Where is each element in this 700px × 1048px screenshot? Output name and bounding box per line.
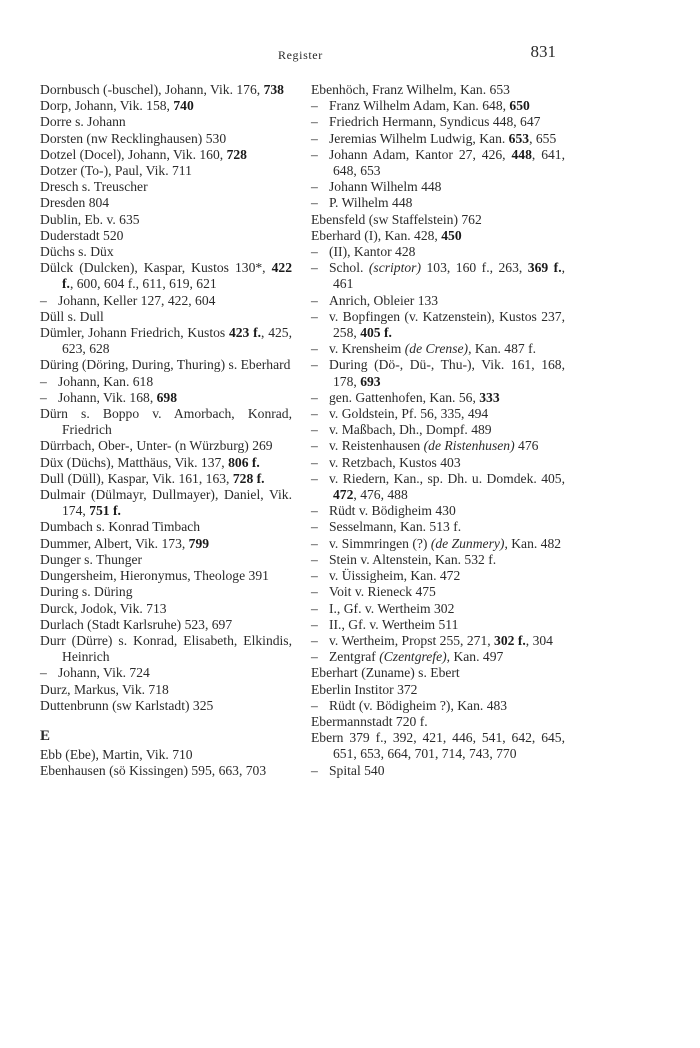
index-entry [40,617,292,633]
index-entry [40,747,292,763]
index-entry [40,519,292,535]
entry-text: Dull (Düll), Kaspar, Vik. 161, 163, [40,470,233,486]
entry-text: Duttenbrunn (sw Karlstadt) 325 [40,697,214,713]
index-entry [40,163,292,179]
entry-text: Durlach (Stadt Karlsruhe) 523, 697 [40,616,233,632]
index-entry [40,147,292,163]
index-entry [40,212,292,228]
main-reference: 806 f. [228,454,260,470]
entry-text: Dresch s. Treuscher [40,179,148,195]
entry-text: Eberlin Institor 372 [311,681,418,697]
running-title: Register [278,48,323,62]
entry-text: Ebenhausen (sö Kissingen) 595, 663, 703 [40,763,267,779]
index-entry [311,82,565,98]
entry-text: Jeremias Wilhelm Ludwig, Kan. [329,130,509,146]
subentry-dash: – [311,244,318,260]
index-entry [40,131,292,147]
entry-text: Dürrbach, Ober-, Unter- (n Würzburg) 269 [40,438,273,454]
index-subentry [311,422,565,438]
subentry-dash: – [311,519,318,535]
entry-text: Dumbach s. Konrad Timbach [40,519,201,535]
index-entry [311,212,565,228]
entry-text: Dümler, Johann Friedrich, Kustos [40,325,229,341]
entry-text: Dorp, Johann, Vik. 158, [40,98,174,114]
subentry-dash: – [40,389,47,405]
latin-form: (de Ristenhusen) [423,438,515,454]
main-reference: 653 [508,130,530,146]
entry-text: Eberhart (Zuname) s. Ebert [311,665,460,681]
subentry-dash: – [311,130,318,146]
subentry-dash: – [311,308,318,324]
entry-text: v. Wertheim, Propst 255, 271, [329,632,495,648]
index-entry [40,244,292,260]
entry-text: Dürn s. Boppo v. Amorbach, Konrad, Friedrich [40,406,292,438]
index-subentry [311,293,565,309]
entry-text: Dunger s. Thunger [40,551,143,567]
subentry-dash: – [311,535,318,551]
main-reference: 738 [263,82,284,97]
subentry-dash: – [311,98,318,114]
index-entry [40,568,292,584]
main-reference: 333 [479,389,500,405]
entry-text: Ebermannstadt 720 f. [311,713,428,729]
main-reference: 422 f. [62,260,292,292]
index-entry [40,584,292,600]
entry-text: Johann, Vik. 168, [58,389,157,405]
index-subentry [311,763,565,779]
entry-text: Stein v. Altenstein, Kan. 532 f. [329,551,497,567]
entry-text: Ebb (Ebe), Martin, Vik. 710 [40,747,193,763]
main-reference: 302 f. [494,632,526,648]
entry-text: v. Bopfingen (v. Katzenstein), Kustos 237, 258, [329,308,565,341]
subentry-dash: – [311,649,318,665]
entry-text: Durr (Dürre) s. Konrad, Elisabeth, Elkindis, Heinrich [40,632,292,665]
entry-text: v. Goldstein, Pf. 56, 335, 494 [329,406,489,422]
entry-text: 103, 160 f., 263, [420,260,528,276]
entry-text: During (Dö-, Dü-, Thu-), Vik. 161, 168, 178, [329,357,565,389]
entry-text: , 655 [529,130,557,146]
entry-text: Dresden 804 [40,195,110,211]
entry-text: Dublin, Eb. v. 635 [40,211,140,227]
entry-text: Dulmair (Dülmayr, Dullmayer), Daniel, Vik. 174, [40,487,292,519]
index-subentry [311,536,565,552]
entry-text: v. Üissigheim, Kan. 472 [329,568,461,584]
entry-text: Ebensfeld (sw Staffelstein) 762 [311,211,482,227]
subentry-dash: – [40,665,47,681]
entry-text: , 476, 488 [353,487,408,503]
subentry-dash: – [40,373,47,389]
entry-text: Ebenhöch, Franz Wilhelm, Kan. 653 [311,82,510,97]
index-entry [40,601,292,617]
entry-text: v. Retzbach, Kustos 403 [329,454,461,470]
main-reference: 698 [156,389,178,405]
latin-form: (Czentgrefe) [379,649,447,665]
index-subentry [311,649,565,665]
index-column-left [40,82,292,780]
index-subentry [311,633,565,649]
entry-text: Johann Wilhelm 448 [329,179,442,195]
index-subentry [311,309,565,341]
main-reference: 448 [511,146,532,162]
index-entry [40,98,292,114]
index-entry [311,730,565,762]
index-entry [40,357,292,373]
index-entry [40,406,292,438]
subentry-dash: – [311,438,318,454]
latin-form: (de Zunmery) [430,535,505,551]
main-reference: 728 [226,146,247,162]
entry-text: Durz, Markus, Vik. 718 [40,681,169,697]
entry-text: Schol. [329,260,369,276]
main-reference: 472 [333,487,354,503]
entry-text: Dungersheim, Hieronymus, Theologe 391 [40,568,269,584]
entry-text: Sesselmann, Kan. 513 f. [329,519,462,535]
entry-text: Spital 540 [329,762,385,778]
index-subentry [311,568,565,584]
entry-text: I., Gf. v. Wertheim 302 [329,600,455,616]
entry-text: Düx (Düchs), Matthäus, Vik. 137, [40,454,229,470]
entry-text: v. Simmringen (?) [329,535,431,551]
subentry-dash: – [311,616,318,632]
main-reference: 369 f. [527,260,562,276]
index-subentry [311,471,565,503]
index-entry [40,698,292,714]
entry-text: Ebern 379 f., 392, 421, 446, 541, 642, 645, 651, 653, 664, 701, 714, 743, 770 [311,730,565,762]
subentry-dash: – [311,422,318,438]
index-column-right [311,82,565,779]
entry-text: , Kan. 482 [504,535,562,551]
subentry-dash: – [311,195,318,211]
subentry-dash: – [311,762,318,778]
entry-text: , Kan. 497 [446,649,504,665]
entry-text: Rüdt v. Bödigheim 430 [329,503,456,519]
entry-text: Rüdt (v. Bödigheim ?), Kan. 483 [329,697,508,713]
index-subentry [311,519,565,535]
subentry-dash: – [40,292,47,308]
index-subentry [311,455,565,471]
index-subentry [311,341,565,357]
index-subentry [311,244,565,260]
entry-text: Zentgraf [329,649,380,665]
index-subentry [311,357,565,389]
subentry-dash: – [311,632,318,648]
index-entry [311,228,565,244]
subentry-dash: – [311,551,318,567]
index-entry [40,487,292,519]
entry-text: , 461 [333,260,566,292]
subentry-dash: – [311,179,318,195]
index-subentry [40,374,292,390]
index-entry [40,552,292,568]
entry-text: , 641, 648, 653 [333,146,565,179]
main-reference: 799 [188,535,210,551]
index-entry [311,665,565,681]
entry-text: v. Maßbach, Dh., Dompf. 489 [329,422,492,438]
main-reference: 450 [441,227,462,243]
entry-text: Düll s. Dull [40,308,104,324]
index-subentry [311,698,565,714]
index-entry [40,471,292,487]
index-subentry [311,147,565,179]
page-header [0,42,700,66]
index-entry [40,438,292,454]
subentry-dash: – [311,470,318,486]
entry-text: Dummer, Albert, Vik. 173, [40,535,189,551]
index-subentry [311,617,565,633]
subentry-dash: – [311,454,318,470]
main-reference: 423 f. [228,325,262,341]
index-subentry [311,552,565,568]
entry-text: Johann, Keller 127, 422, 604 [58,292,216,308]
subentry-dash: – [311,357,318,373]
entry-text: Dülck (Dulcken), Kaspar, Kustos 130*, [40,260,272,276]
entry-text: Duderstadt 520 [40,227,124,243]
entry-text: , 600, 604 f., 611, 619, 621 [69,276,217,292]
entry-text: Düring (Döring, During, Thuring) s. Eberhard [40,357,291,373]
entry-text: Anrich, Obleier 133 [329,292,439,308]
index-subentry [40,293,292,309]
subentry-dash: – [311,389,318,405]
entry-text: , 425, 623, 628 [62,325,292,357]
index-entry [40,682,292,698]
entry-text: , Kan. 487 f. [468,341,537,357]
index-subentry [311,195,565,211]
subentry-dash: – [311,697,318,713]
subentry-dash: – [311,584,318,600]
index-subentry [40,665,292,681]
entry-text: , 304 [525,632,553,648]
index-entry [311,682,565,698]
entry-text: Eberhard (I), Kan. 428, [311,227,442,243]
entry-text: gen. Gattenhofen, Kan. 56, [329,389,480,405]
index-entry [40,536,292,552]
subentry-dash: – [311,568,318,584]
entry-text: Dorsten (nw Recklinghausen) 530 [40,130,227,146]
entry-text: Düchs s. Düx [40,244,114,260]
index-subentry [311,260,565,292]
index-subentry [311,98,565,114]
entry-text: Dorre s. Johann [40,114,126,130]
entry-text: During s. Düring [40,584,133,600]
index-entry [40,82,292,98]
index-subentry [311,131,565,147]
index-subentry [40,390,292,406]
entry-text: Dotzel (Docel), Johann, Vik. 160, [40,146,227,162]
entry-text: Voit v. Rieneck 475 [329,584,436,600]
entry-text: Friedrich Hermann, Syndicus 448, 647 [329,114,541,130]
entry-text: v. Riedern, Kan., sp. Dh. u. Domdek. 405, [329,470,565,486]
entry-text: (II), Kantor 428 [329,244,416,260]
entry-text: Durck, Jodok, Vik. 713 [40,600,167,616]
entry-text: Johann Adam, Kantor 27, 426, [329,146,512,162]
subentry-dash: – [311,292,318,308]
subentry-dash: – [311,503,318,519]
index-subentry [311,179,565,195]
entry-text: v. Reistenhausen [329,438,424,454]
index-entry [40,633,292,665]
index-subentry [311,406,565,422]
index-subentry [311,503,565,519]
index-entry [40,309,292,325]
entry-text: Franz Wilhelm Adam, Kan. 648, [329,98,510,114]
latin-form: (de Crense) [404,341,469,357]
subentry-dash: – [311,146,318,162]
subentry-dash: – [311,114,318,130]
section-letter: E [40,727,51,744]
index-subentry [311,601,565,617]
index-entry [40,763,292,779]
main-reference: 405 f. [360,325,392,341]
subentry-dash: – [311,406,318,422]
main-reference: 740 [173,98,194,114]
latin-form: (scriptor) [368,260,421,276]
entry-text: 476 [514,438,539,454]
subentry-dash: – [311,341,318,357]
index-subentry [311,114,565,130]
entry-text: Dotzer (To-), Paul, Vik. 711 [40,163,192,179]
index-entry [40,325,292,357]
main-reference: 751 f. [89,503,121,519]
index-entry [40,260,292,292]
page-number: 831 [530,42,556,61]
index-entry [40,228,292,244]
index-entry [311,714,565,730]
entry-text: v. Krensheim [329,341,405,357]
subentry-dash: – [311,260,318,276]
main-reference: 693 [360,373,381,389]
main-reference: 728 f. [232,470,265,486]
index-subentry [311,438,565,454]
index-entry [40,179,292,195]
entry-text: P. Wilhelm 448 [329,195,413,211]
index-entry [40,455,292,471]
entry-text: Dornbusch (-buschel), Johann, Vik. 176, [40,82,264,97]
entry-text: Johann, Vik. 724 [58,665,150,681]
main-reference: 650 [509,98,530,114]
subentry-dash: – [311,600,318,616]
entry-text: II., Gf. v. Wertheim 511 [329,616,459,632]
index-entry [40,195,292,211]
index-subentry [311,390,565,406]
index-entry [40,114,292,130]
index-subentry [311,584,565,600]
entry-text: Johann, Kan. 618 [58,373,154,389]
